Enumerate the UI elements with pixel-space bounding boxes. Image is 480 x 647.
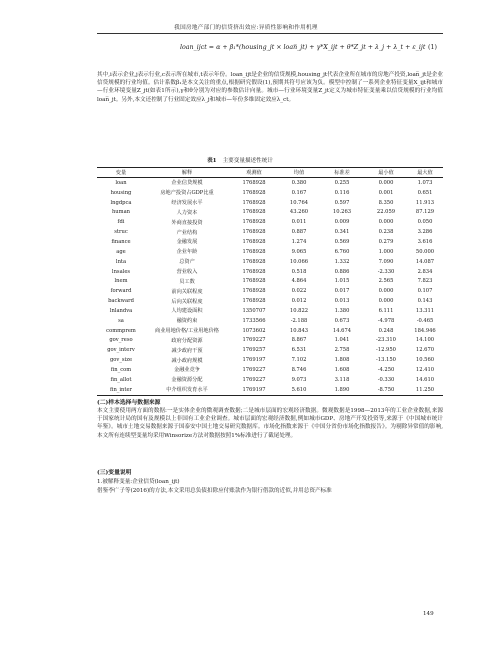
cell-std: 3.118 xyxy=(334,376,350,383)
cell-min: -23.310 xyxy=(376,337,396,344)
cell-std: 1.015 xyxy=(334,278,350,285)
cell-variable: fdi xyxy=(117,219,125,226)
cell-max: 3.616 xyxy=(417,238,433,245)
cell-explanation: 产业结构 xyxy=(176,229,198,236)
descriptive-statistics-table xyxy=(97,167,443,396)
cell-mean: 0.011 xyxy=(291,219,307,226)
section-body-sample: 本文主要使用两方面的数据:一是实体企业的微观调查数据;二是城市层面的宏观经济数据。微观数据是1998—2013年的工业企业数据,来源于国家统计局的国有及规模以上非国有工业企业调查。城市层面的宏观经济数据,例如城市GDP、房地产开发投资等,来源于《中国城市统计年鉴》。城市土地交易数据来源于国泰安中国土地交易研究数据库。市场化指数来源于《中国分省份市场化指数报告》。为剔除异常值的影响,本文所有连续型变量均采用Winsorize方法对数据按照1%标准进行了截尾处理。 xyxy=(97,408,443,439)
cell-min: 0.000 xyxy=(378,179,394,186)
cell-max: -0.465 xyxy=(416,317,434,324)
cell-explanation: 人均建设面积 xyxy=(171,308,203,315)
table-row xyxy=(97,365,443,375)
table-row xyxy=(97,188,443,198)
cell-max: 50.000 xyxy=(415,248,435,255)
cell-max: 7.823 xyxy=(417,278,433,285)
cell-observations: 1769257 xyxy=(242,347,266,354)
cell-min: 8.350 xyxy=(378,199,394,206)
cell-explanation: 员工数 xyxy=(179,278,195,285)
table-caption xyxy=(0,156,480,164)
cell-min: -0.330 xyxy=(377,376,395,383)
subsection-title-dependent: 1.被解释变量:企业信贷(loan_ijt) xyxy=(97,479,180,485)
cell-std: 0.597 xyxy=(334,199,350,206)
cell-max: 3.286 xyxy=(417,229,433,236)
cell-min: -4.250 xyxy=(377,366,395,373)
cell-mean: 43.260 xyxy=(289,209,309,216)
cell-max: 11.250 xyxy=(407,385,443,395)
cell-std: 0.673 xyxy=(334,317,350,324)
cell-std: 1.380 xyxy=(334,307,350,314)
cell-variable: gov_reso xyxy=(109,337,133,344)
cell-min: -4.978 xyxy=(377,317,395,324)
table-header-row xyxy=(97,168,443,178)
table-row xyxy=(97,286,443,296)
cell-std: 0.009 xyxy=(334,219,350,226)
cell-std: 6.760 xyxy=(334,248,350,255)
cell-explanation: 企业信贷规模 xyxy=(171,180,203,187)
cell-explanation: 外商直接投资 xyxy=(171,219,203,226)
cell-max: 10.560 xyxy=(415,357,435,364)
table-row xyxy=(97,375,443,385)
cell-mean: 1.274 xyxy=(291,238,307,245)
cell-explanation: 减小政府规模 xyxy=(171,357,203,364)
cell-observations: 1769227 xyxy=(242,337,266,344)
table-row xyxy=(97,227,443,237)
cell-min: 0.000 xyxy=(378,298,394,305)
cell-std: 2.758 xyxy=(334,347,350,354)
cell-std: 0.116 xyxy=(334,189,350,196)
section-body-variables: 借鉴李广子等(2016)的方法,本文采用总负债扣除应付账款作为银行借款的近似,并用总资产标准 xyxy=(97,488,332,494)
cell-explanation: 中介组织发育水平 xyxy=(145,385,229,395)
cell-variable: gov_size xyxy=(109,357,133,364)
cell-max: 184.946 xyxy=(414,327,436,334)
cell-observations: 1768928 xyxy=(242,278,266,285)
cell-min: 0.248 xyxy=(378,327,394,334)
cell-variable: finance xyxy=(111,238,131,245)
cell-variable: gov_interv xyxy=(107,347,135,354)
cell-std: 0.013 xyxy=(334,298,350,305)
cell-max: 0.651 xyxy=(417,189,433,196)
cell-explanation: 前向关联程度 xyxy=(171,288,203,295)
cell-std: 10.263 xyxy=(332,209,352,216)
cell-max: 1.073 xyxy=(417,179,433,186)
table-row xyxy=(97,257,443,267)
cell-explanation: 营业收入 xyxy=(176,269,198,276)
cell-observations: 1768928 xyxy=(242,238,266,245)
cell-max: 13.311 xyxy=(415,307,435,314)
formula-explanation: 其中,i表示企业,j表示行业,c表示所在城市,t表示年份。loan_ijt是企业的信贷规模,housing_jt代表企业所在城市的房地产投资,loan̅_jt是企业信贷规模的行业均值。估计系数β₁是本文关注的重点,根据研究假设(1),预期其符号应该为负。模型中控制了一系列企业特征变量X_ijt和城市—行业环境变量Z_jt(如表1所示),γ和θ分别为对应的参数估计向量。城市—行业环境变量Z_jt定义为城市特征变量乘以信贷规模的行业均值loan̅_jt。另外,本文还控制了行业固定效应λ_j和城市—年份多维固定效应λ_ct。 xyxy=(97,72,443,103)
cell-observations: 1350707 xyxy=(242,307,266,314)
col-header-explanation: 解释 xyxy=(145,168,229,178)
cell-explanation: 总资产 xyxy=(179,259,195,266)
cell-mean: 0.022 xyxy=(291,288,307,295)
cell-variable: backward xyxy=(108,298,134,305)
cell-mean: 0.518 xyxy=(291,268,307,275)
table-row xyxy=(97,345,443,355)
cell-explanation: 企业年龄 xyxy=(176,249,198,256)
cell-min: -2.330 xyxy=(377,268,395,275)
col-header-min: 最小值 xyxy=(365,168,407,178)
cell-mean: 10.843 xyxy=(289,327,309,334)
cell-std: 14.674 xyxy=(332,327,352,334)
cell-explanation: 经济发展水平 xyxy=(171,200,203,207)
cell-observations: 1733566 xyxy=(242,317,266,324)
cell-max: 0.143 xyxy=(417,298,433,305)
cell-min: 7.090 xyxy=(378,258,394,265)
cell-variable: human xyxy=(111,209,131,216)
table-row xyxy=(97,267,443,277)
cell-mean: 7.102 xyxy=(291,357,307,364)
cell-variable: lnem xyxy=(114,278,128,285)
table-title: 主要变量描述性统计 xyxy=(222,158,273,164)
cell-mean: -2.188 xyxy=(290,317,308,324)
table-row xyxy=(97,198,443,208)
cell-explanation: 减少政府干预 xyxy=(171,347,203,354)
cell-mean: 0.380 xyxy=(291,179,307,186)
section-title-variables: (三)变量说明 xyxy=(97,470,132,476)
table-row xyxy=(97,326,443,336)
cell-observations: 1768928 xyxy=(242,288,266,295)
cell-max: 11.913 xyxy=(415,199,435,206)
cell-variable: commprem xyxy=(106,327,136,334)
cell-variable: housing xyxy=(110,189,132,196)
table-label: 表1 xyxy=(207,158,217,164)
cell-max: 12.410 xyxy=(415,366,435,373)
cell-min: -8.750 xyxy=(365,385,407,395)
cell-observations: 1769227 xyxy=(242,376,266,383)
cell-explanation: 金融资源分配 xyxy=(171,377,203,384)
cell-std: 1.808 xyxy=(334,357,350,364)
cell-min: 0.001 xyxy=(378,189,394,196)
table-row xyxy=(97,336,443,346)
cell-mean: 6.531 xyxy=(291,347,307,354)
table-row xyxy=(97,296,443,306)
cell-variable: forward xyxy=(110,288,132,295)
table-body xyxy=(97,178,443,396)
cell-max: 2.834 xyxy=(417,268,433,275)
cell-std: 1.890 xyxy=(319,385,365,395)
cell-mean: 8.746 xyxy=(291,366,307,373)
cell-min: 2.565 xyxy=(378,278,394,285)
cell-mean: 9.073 xyxy=(291,376,307,383)
cell-mean: 0.012 xyxy=(291,298,307,305)
cell-mean: 9.065 xyxy=(291,248,307,255)
table-row xyxy=(97,276,443,286)
cell-mean: 5.610 xyxy=(279,385,319,395)
cell-observations: 1768928 xyxy=(242,179,266,186)
cell-observations: 1769227 xyxy=(242,366,266,373)
cell-min: 6.111 xyxy=(378,307,394,314)
cell-variable: struc xyxy=(114,229,128,236)
cell-variable: lnta xyxy=(115,258,127,265)
cell-observations: 1073602 xyxy=(242,327,266,334)
page-number: 149 xyxy=(423,611,434,617)
cell-std: 0.017 xyxy=(334,288,350,295)
cell-observations: 1768928 xyxy=(242,248,266,255)
cell-std: 0.569 xyxy=(334,238,350,245)
cell-max: 0.050 xyxy=(417,219,433,226)
col-header-max: 最大值 xyxy=(407,168,443,178)
cell-variable: sa xyxy=(118,317,124,324)
cell-std: 0.341 xyxy=(334,229,350,236)
header-rule xyxy=(97,33,443,34)
cell-max: 12.670 xyxy=(415,347,435,354)
cell-mean: 4.864 xyxy=(291,278,307,285)
cell-variable: age xyxy=(116,248,126,255)
cell-variable: fin_allot xyxy=(110,376,132,383)
table-row xyxy=(97,316,443,326)
table-row xyxy=(97,355,443,365)
cell-std: 0.255 xyxy=(334,179,350,186)
table-row xyxy=(97,237,443,247)
cell-explanation: 融资约束 xyxy=(176,318,198,325)
cell-max: 14.100 xyxy=(415,337,435,344)
cell-variable: fin_com xyxy=(110,366,132,373)
cell-observations: 1768928 xyxy=(242,209,266,216)
cell-observations: 1768928 xyxy=(242,189,266,196)
cell-min: -12.950 xyxy=(376,347,396,354)
cell-explanation: 人力资本 xyxy=(176,209,198,216)
cell-observations: 1768928 xyxy=(242,229,266,236)
cell-variable: fin_inter xyxy=(97,385,145,395)
cell-explanation: 房地产投资占GDP比重 xyxy=(160,190,214,197)
cell-min: 0.279 xyxy=(378,238,394,245)
table-row xyxy=(97,208,443,218)
cell-observations: 1768928 xyxy=(242,219,266,226)
table-row xyxy=(97,247,443,257)
table-row xyxy=(97,385,443,395)
cell-mean: 8.867 xyxy=(291,337,307,344)
cell-observations: 1768928 xyxy=(242,258,266,265)
cell-observations: 1768928 xyxy=(242,199,266,206)
cell-max: 0.107 xyxy=(417,288,433,295)
col-header-observations: 观测值 xyxy=(229,168,279,178)
cell-variable: loan xyxy=(115,179,127,186)
equation-number: (1) xyxy=(428,44,437,51)
cell-observations: 1769197 xyxy=(242,357,266,364)
cell-std: 1.608 xyxy=(334,366,350,373)
cell-explanation: 商业用地价格/工业用地价格 xyxy=(155,328,219,335)
cell-std: 0.886 xyxy=(334,268,350,275)
cell-min: 22.059 xyxy=(376,209,396,216)
cell-explanation: 政府分配资源 xyxy=(171,337,203,344)
cell-mean: 0.167 xyxy=(291,189,307,196)
cell-max: 87.129 xyxy=(415,209,435,216)
cell-min: 0.238 xyxy=(378,229,394,236)
cell-std: 1.041 xyxy=(334,337,350,344)
cell-variable: lnlandva xyxy=(109,307,133,314)
cell-mean: 0.887 xyxy=(291,229,307,236)
cell-mean: 10.822 xyxy=(289,307,309,314)
table-row xyxy=(97,217,443,227)
section-title-sample: (二)样本选择与数据来源 xyxy=(97,400,161,406)
col-header-mean: 均值 xyxy=(279,168,319,178)
cell-explanation: 后向关联程度 xyxy=(171,298,203,305)
cell-observations: 1768928 xyxy=(242,268,266,275)
cell-observations: 1769197 xyxy=(229,385,279,395)
cell-variable: lnsales xyxy=(111,268,131,275)
cell-variable: lngdpca xyxy=(110,199,132,206)
col-header-variable: 变量 xyxy=(97,168,145,178)
table-row xyxy=(97,178,443,188)
cell-min: 0.000 xyxy=(378,288,394,295)
regression-formula: loan_ijct = α + β₁*(housing_jt × loan̅_jt) + γ*X_ijt + θ*Z_jt + λ_j + λ_t + ε_ijt xyxy=(180,44,426,51)
cell-max: 14.087 xyxy=(415,258,435,265)
cell-min: -13.150 xyxy=(376,357,396,364)
running-header: 我国房地产部门的信贷挤出效应:异质性影响和作用机理 xyxy=(174,25,318,31)
cell-mean: 10.764 xyxy=(289,199,309,206)
cell-mean: 10.066 xyxy=(289,258,309,265)
cell-std: 1.332 xyxy=(334,258,350,265)
cell-observations: 1768928 xyxy=(242,298,266,305)
cell-max: 14.610 xyxy=(415,376,435,383)
cell-explanation: 金融发展 xyxy=(176,239,198,246)
cell-min: 0.000 xyxy=(378,219,394,226)
table-row xyxy=(97,306,443,316)
col-header-std: 标准差 xyxy=(319,168,365,178)
cell-explanation: 金融业竞争 xyxy=(174,367,200,374)
cell-min: 1.000 xyxy=(378,248,394,255)
